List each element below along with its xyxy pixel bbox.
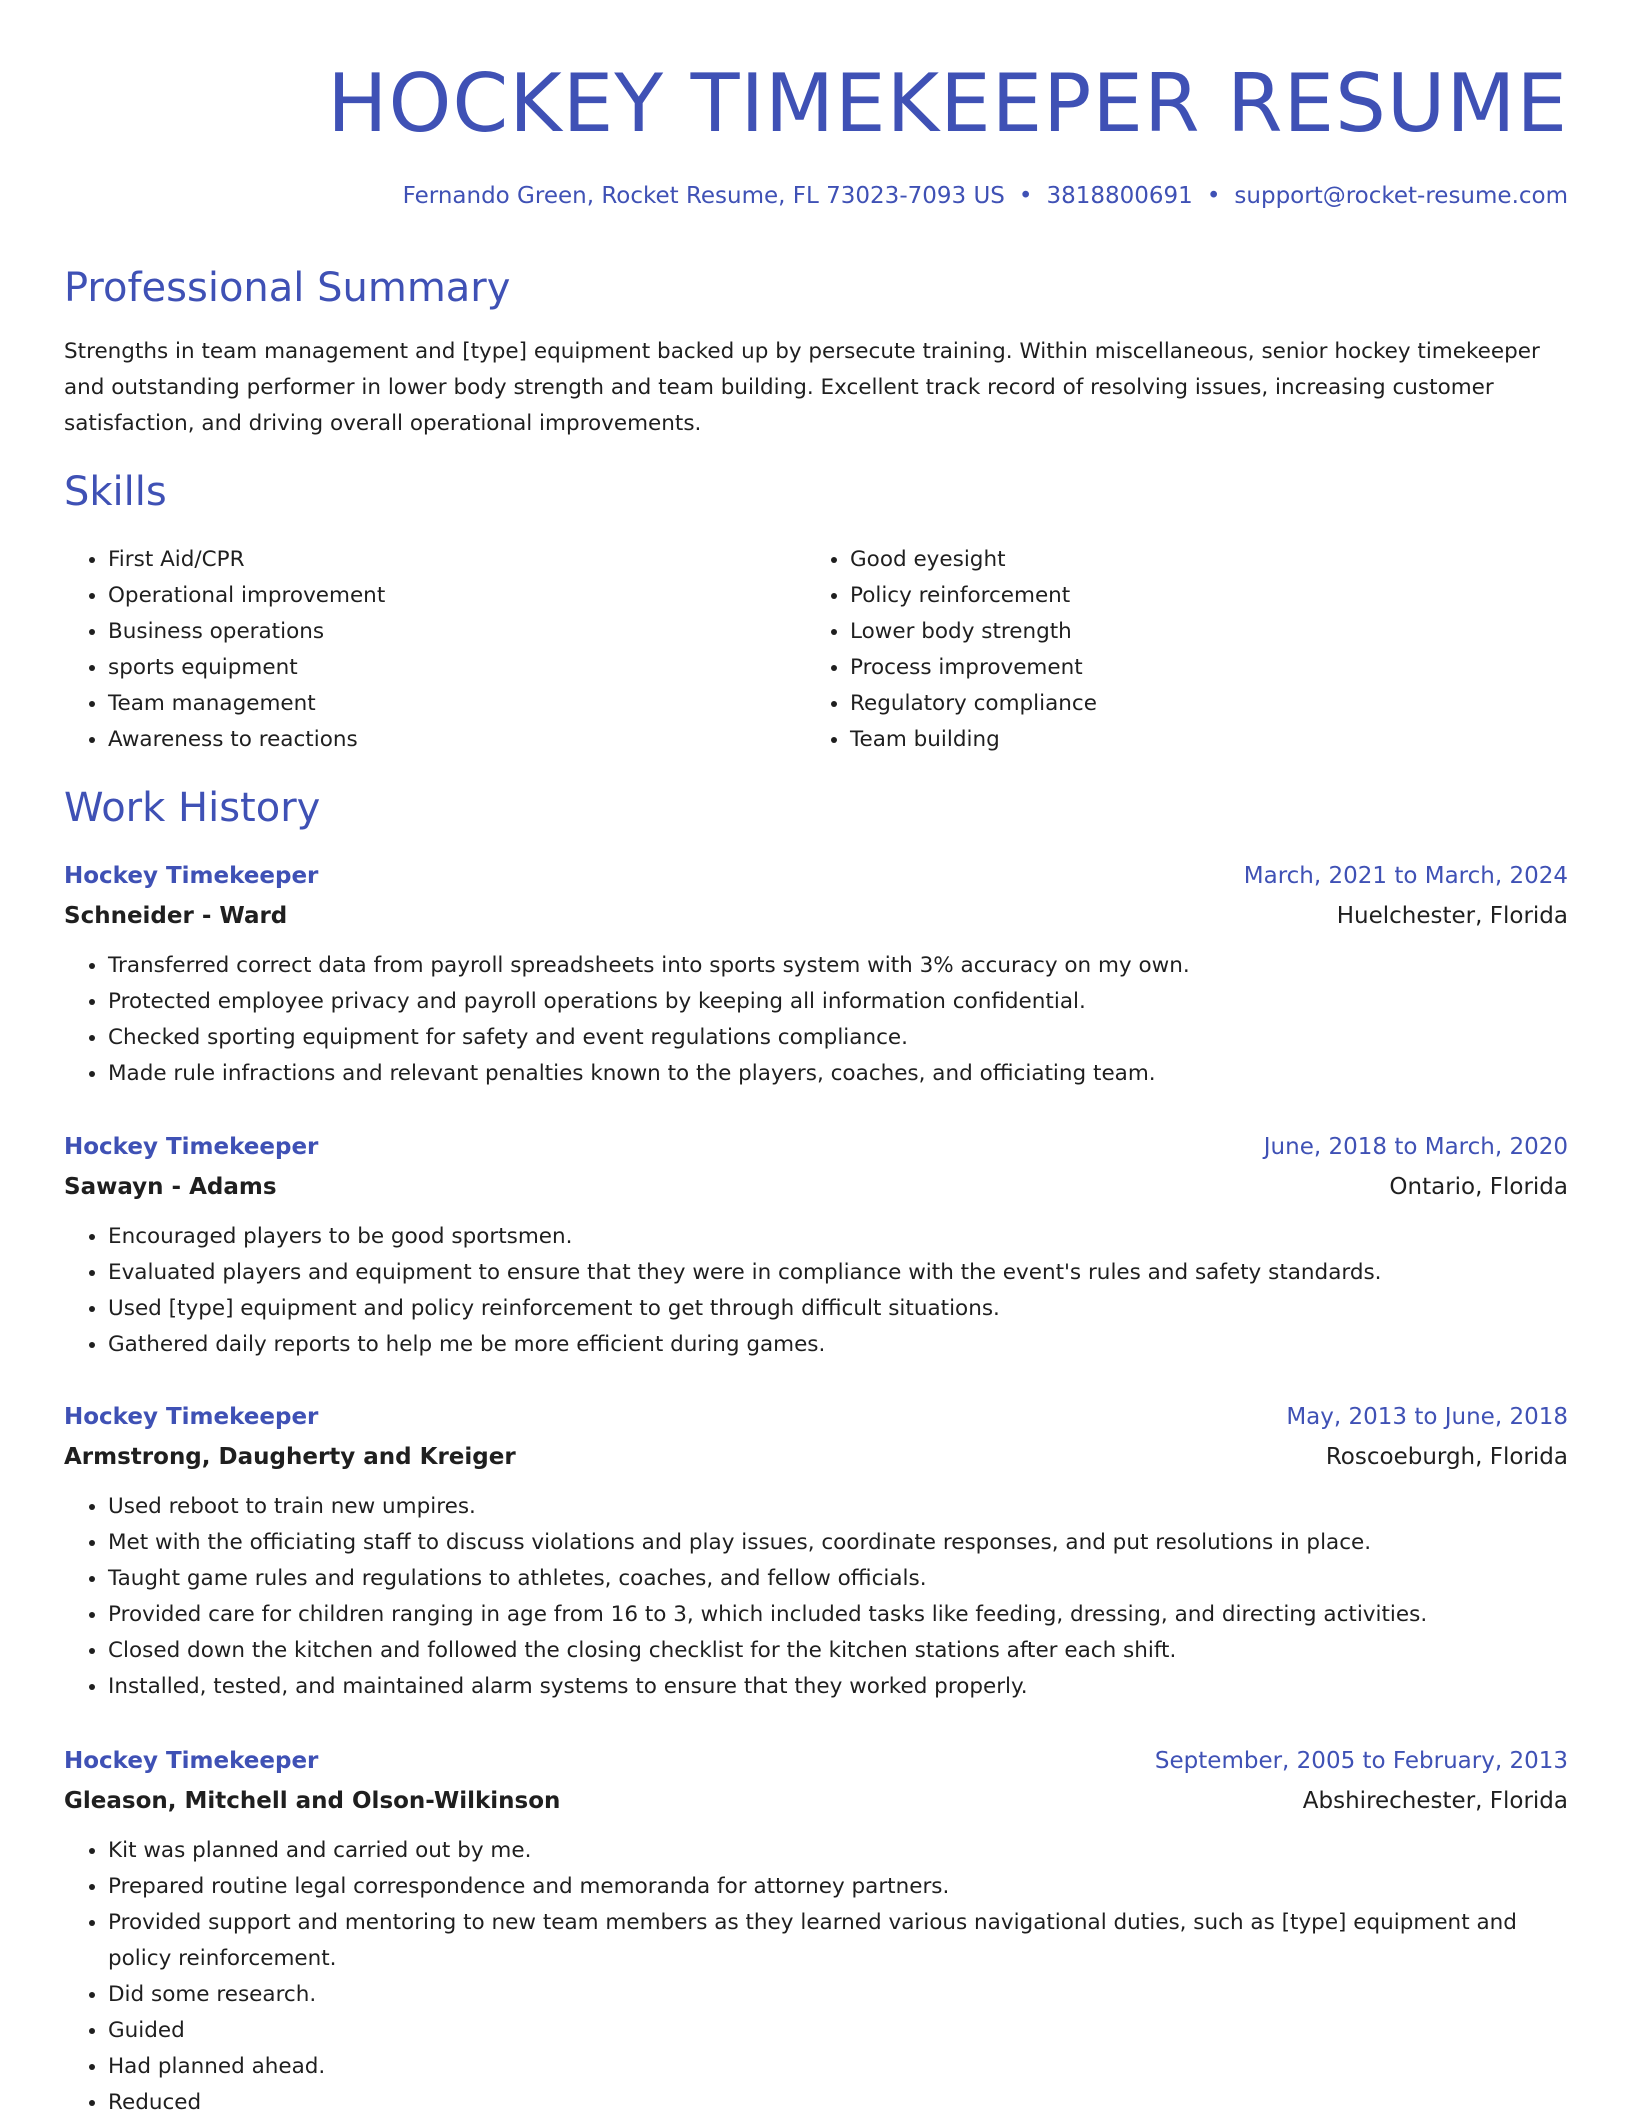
- skill-item: • Team building: [850, 722, 1097, 758]
- contact-separator: •: [1018, 183, 1033, 209]
- work-history-heading: Work History: [64, 785, 321, 831]
- job-bullet: • Evaluated players and equipment to ensure that they were in compliance with the event's rules and safety standards.: [108, 1255, 1568, 1291]
- skill-item: • Operational improvement: [108, 578, 385, 614]
- skill-item: • Policy reinforcement: [850, 578, 1097, 614]
- job-subheader: [64, 1441, 1568, 1473]
- job-company: Schneider - Ward: [64, 903, 288, 929]
- job-subheader: [64, 1785, 1568, 1817]
- skill-item: • Awareness to reactions: [108, 722, 385, 758]
- job-bullet: • Had planned ahead.: [108, 2049, 1568, 2085]
- resume-title: HOCKEY TIMEKEEPER RESUME: [327, 57, 1568, 150]
- job-location: Ontario, Florida: [1389, 1174, 1568, 1200]
- job-bullet: • Reduced: [108, 2085, 1568, 2121]
- job-bullet: • Taught game rules and regulations to athletes, coaches, and fellow officials.: [108, 1561, 1568, 1597]
- skills-list-right: [806, 542, 1097, 758]
- job-header: [64, 1745, 1568, 1777]
- summary-heading: Professional Summary: [64, 265, 511, 311]
- job-role: Hockey Timekeeper: [64, 863, 319, 889]
- job-bullets: [64, 948, 1568, 1092]
- job-bullet: • Guided: [108, 2013, 1568, 2049]
- skill-item: • Process improvement: [850, 650, 1097, 686]
- job-bullet: • Prepared routine legal correspondence and memoranda for attorney partners.: [108, 1869, 1568, 1905]
- job-role: Hockey Timekeeper: [64, 1748, 319, 1774]
- job-bullets: [64, 1219, 1568, 1363]
- skills-heading: Skills: [64, 469, 167, 515]
- job-bullet: • Closed down the kitchen and followed the closing checklist for the kitchen stations after each shift.: [108, 1633, 1568, 1669]
- job-subheader: [64, 900, 1568, 932]
- job-role: Hockey Timekeeper: [64, 1134, 319, 1160]
- job-entry: [64, 860, 1568, 1092]
- skill-item: • sports equipment: [108, 650, 385, 686]
- job-bullet: • Provided care for children ranging in age from 16 to 3, which included tasks like feeding, dressing, and directing activities.: [108, 1597, 1568, 1633]
- contact-address: Fernando Green, Rocket Resume, FL 73023-7093 US: [402, 183, 1005, 209]
- contact-email[interactable]: support@rocket-resume.com: [1234, 183, 1568, 209]
- skill-item: • Good eyesight: [850, 542, 1097, 578]
- job-subheader: [64, 1171, 1568, 1203]
- job-header: [64, 1131, 1568, 1163]
- contact-separator: •: [1206, 183, 1221, 209]
- job-dates: June, 2018 to March, 2020: [1263, 1134, 1568, 1160]
- job-bullets: [64, 1833, 1568, 2121]
- job-bullet: • Did some research.: [108, 1977, 1568, 2013]
- skill-item: • Lower body strength: [850, 614, 1097, 650]
- contact-phone: 3818800691: [1046, 183, 1193, 209]
- job-location: Roscoeburgh, Florida: [1325, 1444, 1568, 1470]
- job-bullets: [64, 1489, 1568, 1705]
- job-bullet: • Met with the officiating staff to discuss violations and play issues, coordinate responses, and put resolutions in place.: [108, 1525, 1568, 1561]
- job-bullet: • Checked sporting equipment for safety and event regulations compliance.: [108, 1020, 1568, 1056]
- job-company: Sawayn - Adams: [64, 1174, 277, 1200]
- job-role: Hockey Timekeeper: [64, 1404, 319, 1430]
- job-bullet: • Installed, tested, and maintained alarm systems to ensure that they worked properly.: [108, 1669, 1568, 1705]
- job-bullet: • Encouraged players to be good sportsmen.: [108, 1219, 1568, 1255]
- job-dates: March, 2021 to March, 2024: [1243, 863, 1568, 889]
- job-bullet: • Made rule infractions and relevant penalties known to the players, coaches, and officiating team.: [108, 1056, 1568, 1092]
- job-bullet: • Transferred correct data from payroll spreadsheets into sports system with 3% accuracy on my own.: [108, 948, 1568, 984]
- job-bullet: • Gathered daily reports to help me be more efficient during games.: [108, 1327, 1568, 1363]
- skill-item: • Business operations: [108, 614, 385, 650]
- job-bullet: • Protected employee privacy and payroll operations by keeping all information confidential.: [108, 984, 1568, 1020]
- job-entry: [64, 1401, 1568, 1705]
- job-dates: September, 2005 to February, 2013: [1154, 1748, 1568, 1774]
- job-bullet: • Used [type] equipment and policy reinforcement to get through difficult situations.: [108, 1291, 1568, 1327]
- summary-text: Strengths in team management and [type] equipment backed up by persecute training. Within miscellaneous, senior hockey timekeeper and outstanding performer in lower body strength and team building. Excellent track record of resolving issues, increasing customer satisfaction, and driving overall operational improvements.: [64, 339, 1540, 436]
- job-location: Abshirechester, Florida: [1302, 1788, 1568, 1814]
- job-bullet: • Kit was planned and carried out by me.: [108, 1833, 1568, 1869]
- job-company: Gleason, Mitchell and Olson-Wilkinson: [64, 1788, 561, 1814]
- job-bullet: • Used reboot to train new umpires.: [108, 1489, 1568, 1525]
- job-company: Armstrong, Daugherty and Kreiger: [64, 1444, 516, 1470]
- skill-item: • First Aid/CPR: [108, 542, 385, 578]
- contact-line: [403, 180, 1568, 212]
- job-header: [64, 1401, 1568, 1433]
- skill-item: • Team management: [108, 686, 385, 722]
- skill-item: • Regulatory compliance: [850, 686, 1097, 722]
- job-header: [64, 860, 1568, 892]
- job-location: Huelchester, Florida: [1336, 903, 1568, 929]
- skills-list-left: [64, 542, 385, 758]
- job-entry: [64, 1745, 1568, 2121]
- job-entry: [64, 1131, 1568, 1363]
- job-bullet: • Provided support and mentoring to new team members as they learned various navigational duties, such as [type] equipment and policy reinforcement.: [108, 1905, 1568, 1977]
- job-dates: May, 2013 to June, 2018: [1286, 1404, 1568, 1430]
